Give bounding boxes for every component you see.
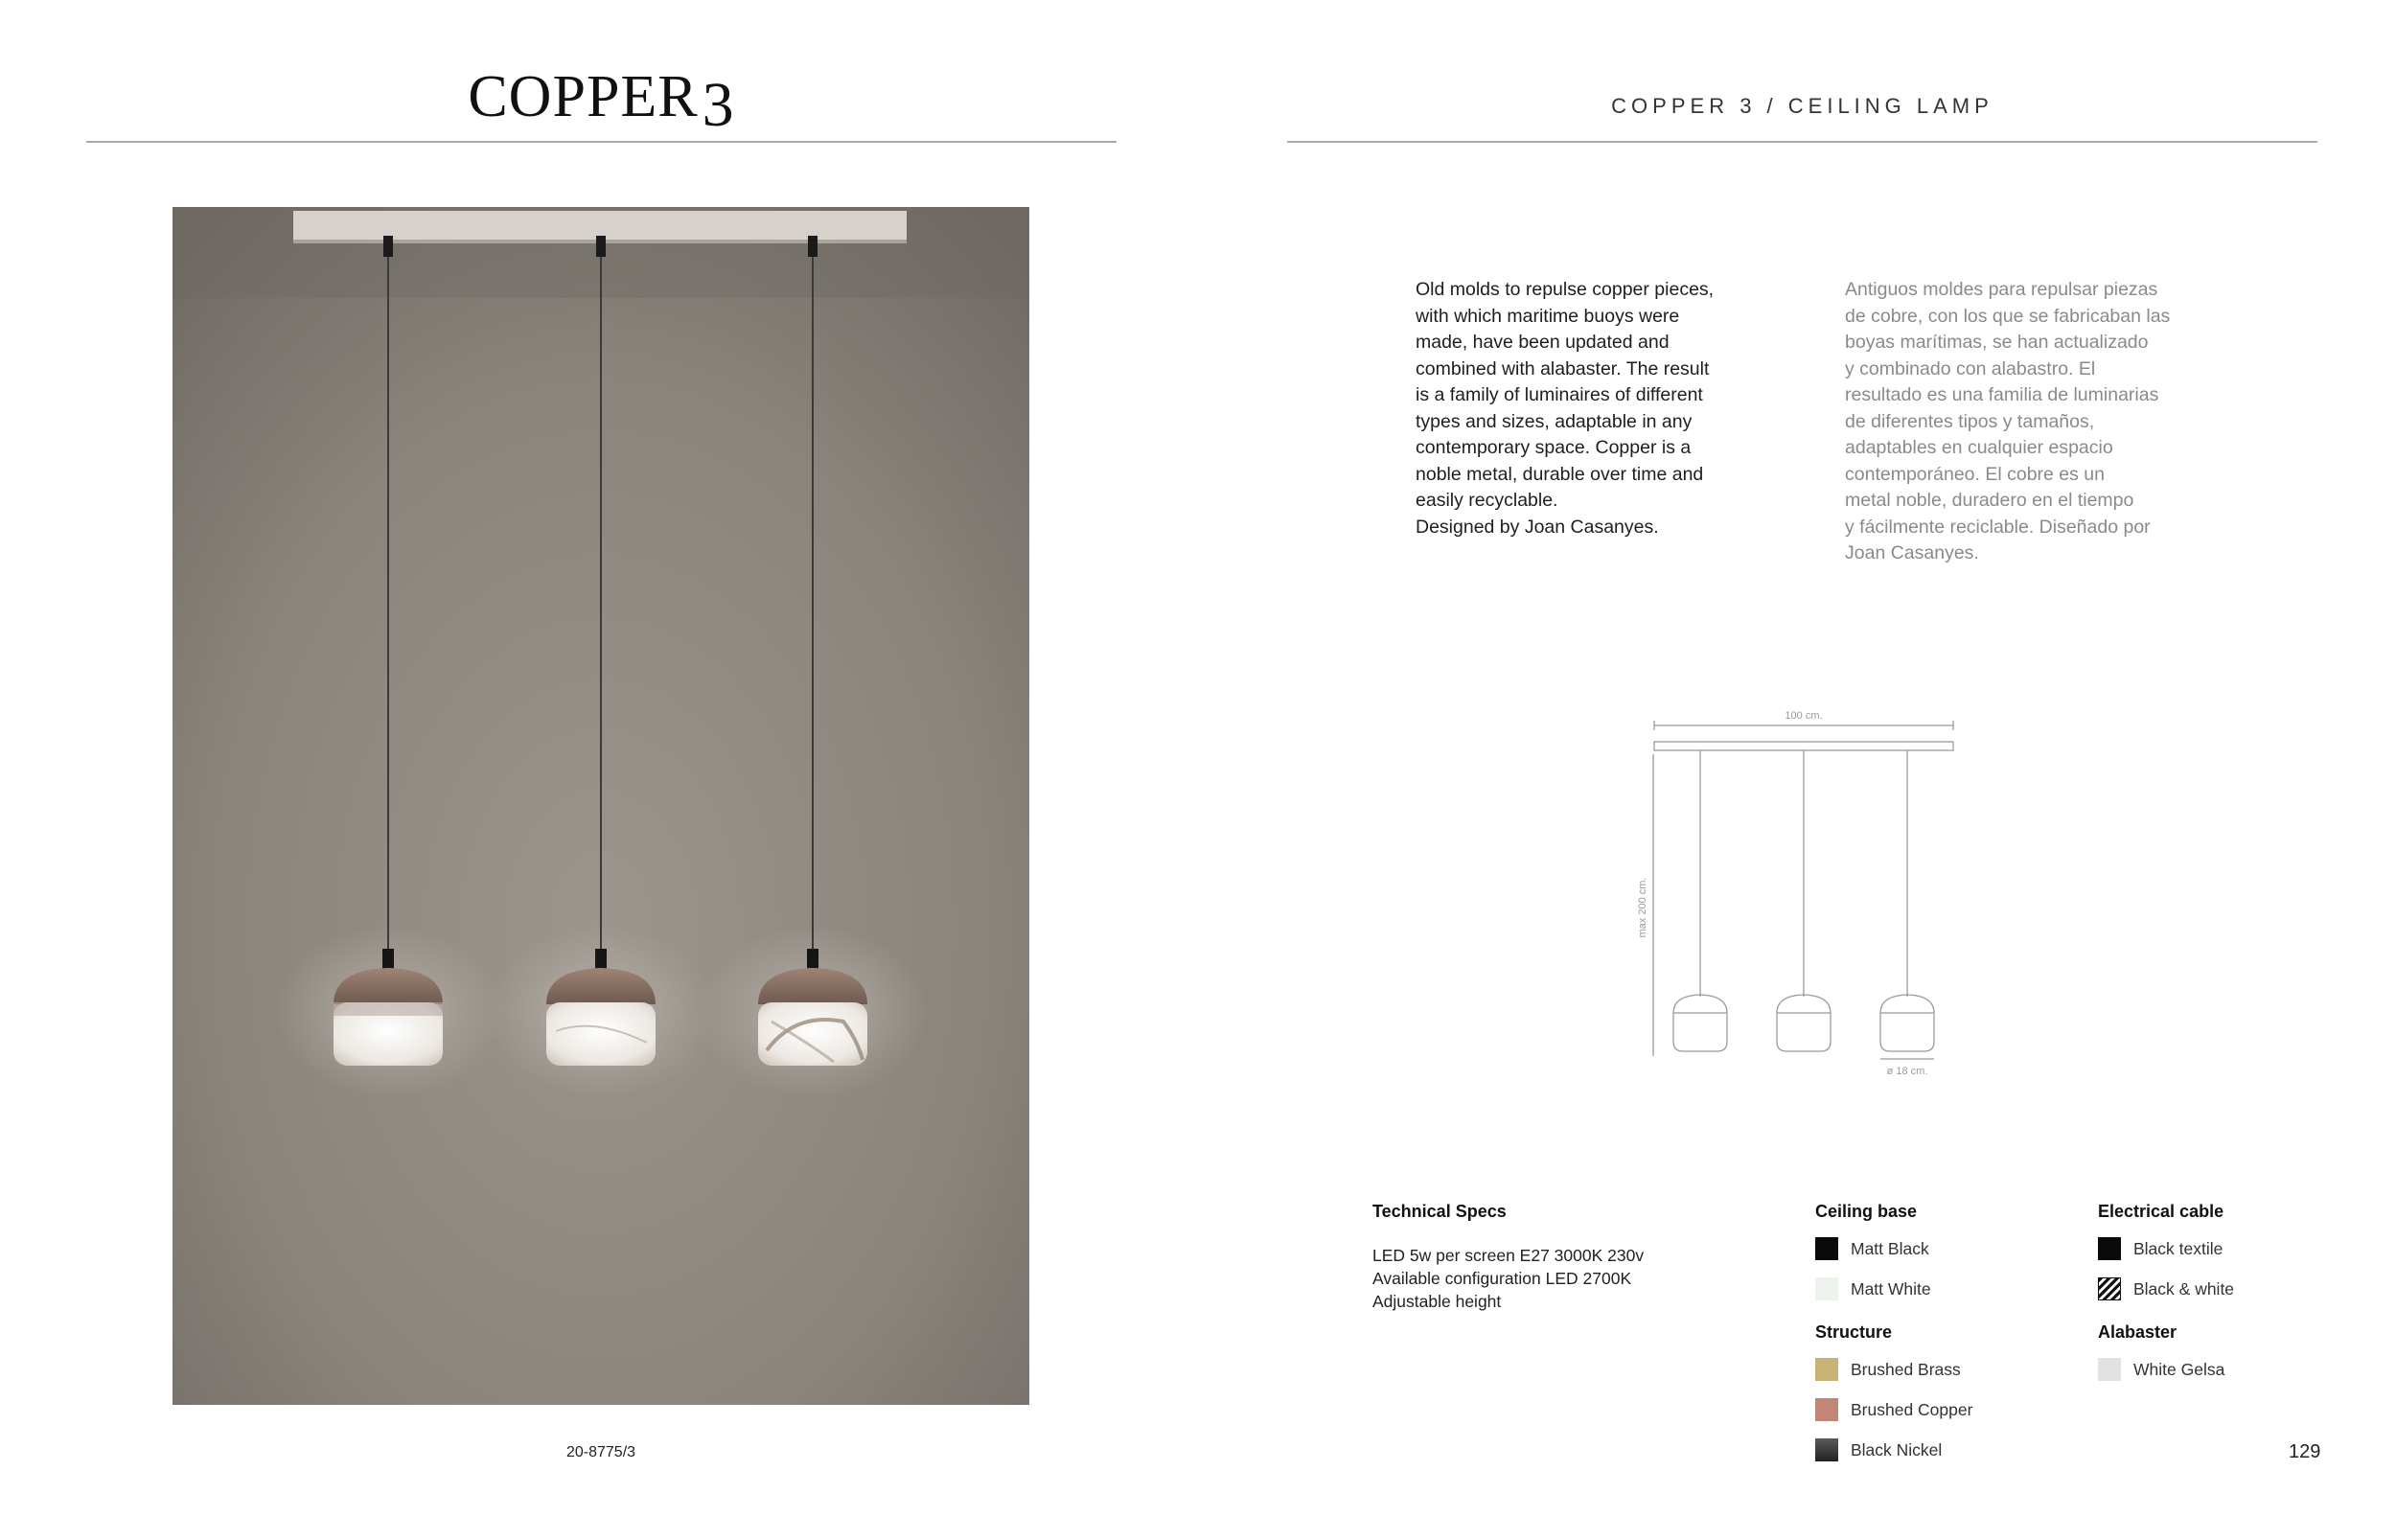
color-swatch bbox=[1815, 1438, 1838, 1461]
description-line: adaptables en cualquier espacio bbox=[1845, 437, 2113, 458]
option-label: White Gelsa bbox=[2133, 1359, 2225, 1379]
description-line: noble metal, durable over time and bbox=[1416, 463, 1704, 485]
pendant-lamp-photo bbox=[173, 207, 1029, 1405]
electrical-cable-heading: Electrical cable bbox=[2098, 1202, 2224, 1221]
ceiling-base-option bbox=[1815, 1276, 1931, 1302]
description-line: contemporáneo. El cobre es un bbox=[1845, 463, 2106, 485]
option-label: Black & white bbox=[2133, 1278, 2235, 1299]
description-line: boyas marítimas, se han actualizado bbox=[1845, 332, 2149, 353]
structure-option bbox=[1815, 1437, 1942, 1463]
description-english bbox=[1416, 277, 1761, 540]
spec-line: Adjustable height bbox=[1372, 1292, 1502, 1311]
description-line: de diferentes tipos y tamaños, bbox=[1845, 410, 2095, 432]
product-photo bbox=[173, 207, 1029, 1405]
description-line: y combinado con alabastro. El bbox=[1845, 357, 2096, 379]
description-line: resultado es una familia de luminarias bbox=[1845, 384, 2159, 405]
description-line: combined with alabaster. The result bbox=[1416, 357, 1710, 379]
alabaster-option bbox=[2098, 1356, 2224, 1383]
electrical-cable-option bbox=[2098, 1276, 2234, 1302]
spec-line: Available configuration LED 2700K bbox=[1372, 1269, 1632, 1288]
page-title bbox=[86, 59, 1117, 140]
structure-heading: Structure bbox=[1815, 1322, 1893, 1342]
description-line: made, have been updated and bbox=[1416, 332, 1670, 353]
description-line: easily recyclable. bbox=[1416, 490, 1558, 511]
description-line: Old molds to repulse copper pieces, bbox=[1416, 279, 1715, 300]
title-number: 3 bbox=[702, 70, 735, 140]
description-line: de cobre, con los que se fabricaban las bbox=[1845, 305, 2171, 327]
description-line: Designed by Joan Casanyes. bbox=[1416, 516, 1659, 538]
color-swatch bbox=[1815, 1398, 1838, 1421]
color-swatch bbox=[2098, 1358, 2121, 1381]
width-dimension-label: 100 cm. bbox=[1785, 710, 1823, 722]
description-line: contemporary space. Copper is a bbox=[1416, 437, 1692, 458]
option-label: Brushed Copper bbox=[1851, 1399, 1973, 1419]
description-line: with which maritime buoys were bbox=[1416, 305, 1680, 327]
color-swatch bbox=[1815, 1237, 1838, 1260]
product-code: 20-8775/3 bbox=[565, 1444, 636, 1460]
structure-option bbox=[1815, 1356, 1961, 1383]
striped-swatch bbox=[2098, 1277, 2121, 1300]
page-number: 129 bbox=[2289, 1441, 2321, 1462]
description-line: types and sizes, adaptable in any bbox=[1416, 410, 1693, 432]
description-line: Antiguos moldes para repulsar piezas bbox=[1845, 279, 2158, 300]
option-label: Black textile bbox=[2133, 1238, 2223, 1258]
technical-drawing bbox=[1620, 704, 1984, 1088]
tech-specs-heading: Technical Specs bbox=[1372, 1202, 1507, 1221]
color-swatch bbox=[1815, 1277, 1838, 1300]
right-header-divider bbox=[1287, 141, 2317, 143]
description-line: is a family of luminaires of different bbox=[1416, 384, 1703, 405]
option-label: Matt White bbox=[1851, 1278, 1931, 1299]
color-swatch bbox=[2098, 1237, 2121, 1260]
ceiling-base-heading: Ceiling base bbox=[1815, 1202, 1918, 1221]
option-label: Matt Black bbox=[1851, 1238, 1929, 1258]
left-header-divider bbox=[86, 141, 1117, 143]
tech-specs-list bbox=[1372, 1244, 1644, 1313]
description-line: y fácilmente reciclable. Diseñado por bbox=[1845, 516, 2151, 538]
diameter-dimension-label: ø 18 cm. bbox=[1886, 1066, 1928, 1077]
description-spanish bbox=[1845, 277, 2190, 567]
option-label: Black Nickel bbox=[1851, 1439, 1943, 1460]
electrical-cable-option bbox=[2098, 1235, 2223, 1262]
spec-line: LED 5w per screen E27 3000K 230v bbox=[1372, 1246, 1645, 1265]
title-word: COPPER bbox=[468, 64, 699, 129]
ceiling-base-option bbox=[1815, 1235, 1929, 1262]
color-swatch bbox=[1815, 1358, 1838, 1381]
description-line: metal noble, duradero en el tiempo bbox=[1845, 490, 2134, 511]
description-line: Joan Casanyes. bbox=[1845, 542, 1979, 563]
section-header: COPPER 3 / CEILING LAMP bbox=[1611, 94, 1993, 118]
structure-option bbox=[1815, 1396, 1972, 1423]
option-label: Brushed Brass bbox=[1851, 1359, 1961, 1379]
alabaster-heading: Alabaster bbox=[2098, 1322, 2177, 1342]
height-dimension-label: max 200 cm. bbox=[1637, 877, 1648, 938]
